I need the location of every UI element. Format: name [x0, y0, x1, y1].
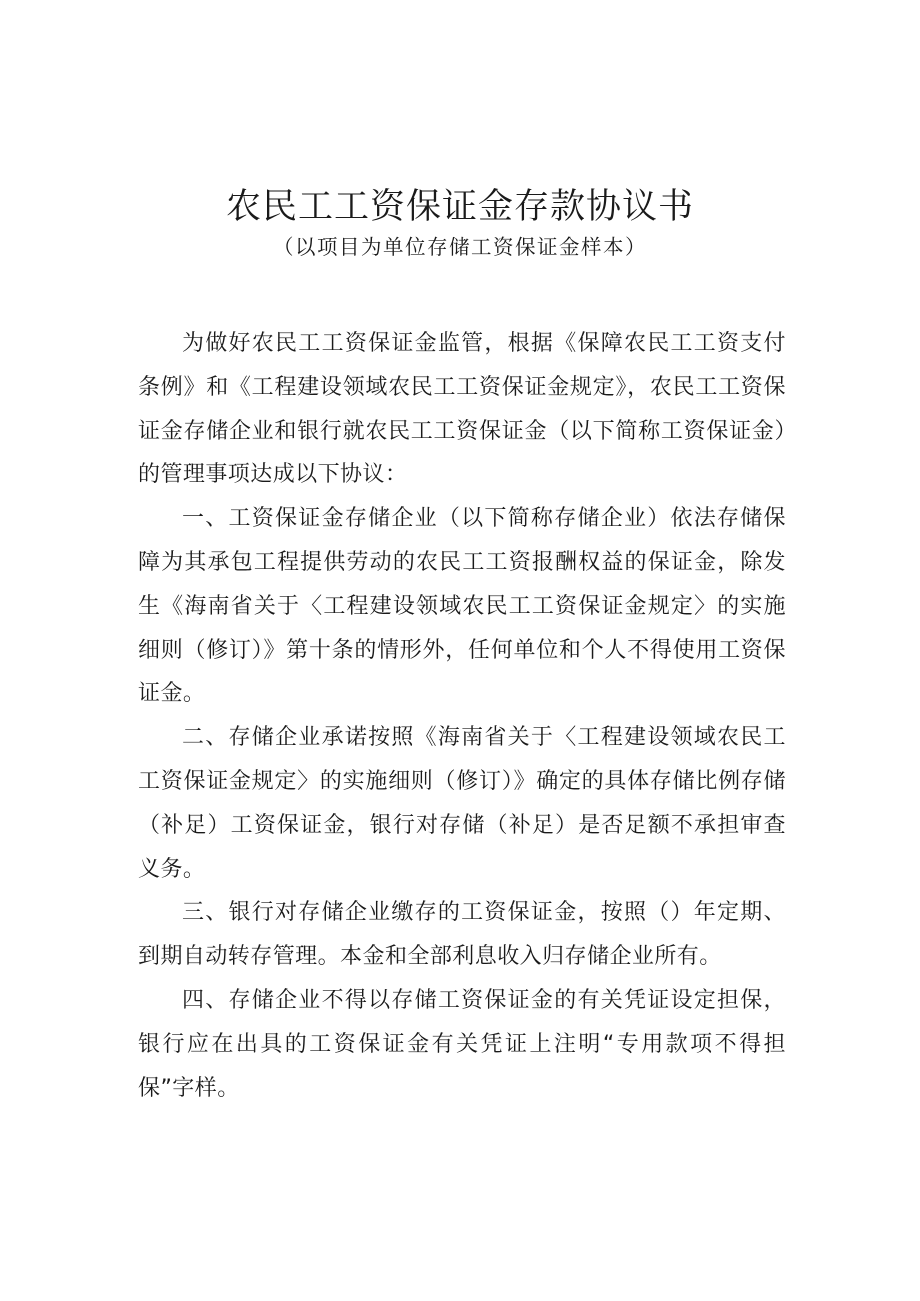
paragraph-preamble: 为做好农民工工资保证金监管，根据《保障农民工工资支付条例》和《工程建设领域农民工工资保证金规定》，农民工工资保证金存储企业和银行就农民工工资保证金（以下简称工资保证金）的管理事项达成以下协议： [138, 331, 786, 488]
paragraph-clause-2: 二、存储企业承诺按照《海南省关于〈工程建设领域农民工工资保证金规定〉的实施细则（修订）》确定的具体存储比例存储（补足）工资保证金，银行对存储（补足）是否足额不承担审查义务。 [138, 725, 786, 882]
document-body [138, 322, 786, 1110]
paragraph-clause-3: 三、银行对存储企业缴存的工资保证金，按照（）年定期、到期自动转存管理。本金和全部利息收入归存储企业所有。 [138, 900, 786, 970]
document-title: 农民工工资保证金存款协议书 [225, 187, 694, 227]
paragraph-clause-4: 四、存储企业不得以存储工资保证金的有关凭证设定担保，银行应在出具的工资保证金有关凭证上注明“专用款项不得担保”字样。 [138, 987, 786, 1101]
paragraph-clause-1: 一、工资保证金存储企业（以下简称存储企业）依法存储保障为其承包工程提供劳动的农民工工资报酬权益的保证金，除发生《海南省关于〈工程建设领域农民工工资保证金规定〉的实施细则（修订）》第十条的情形外，任何单位和个人不得使用工资保证金。 [138, 506, 786, 707]
document-subtitle: （以项目为单位存储工资保证金样本） [273, 235, 647, 259]
